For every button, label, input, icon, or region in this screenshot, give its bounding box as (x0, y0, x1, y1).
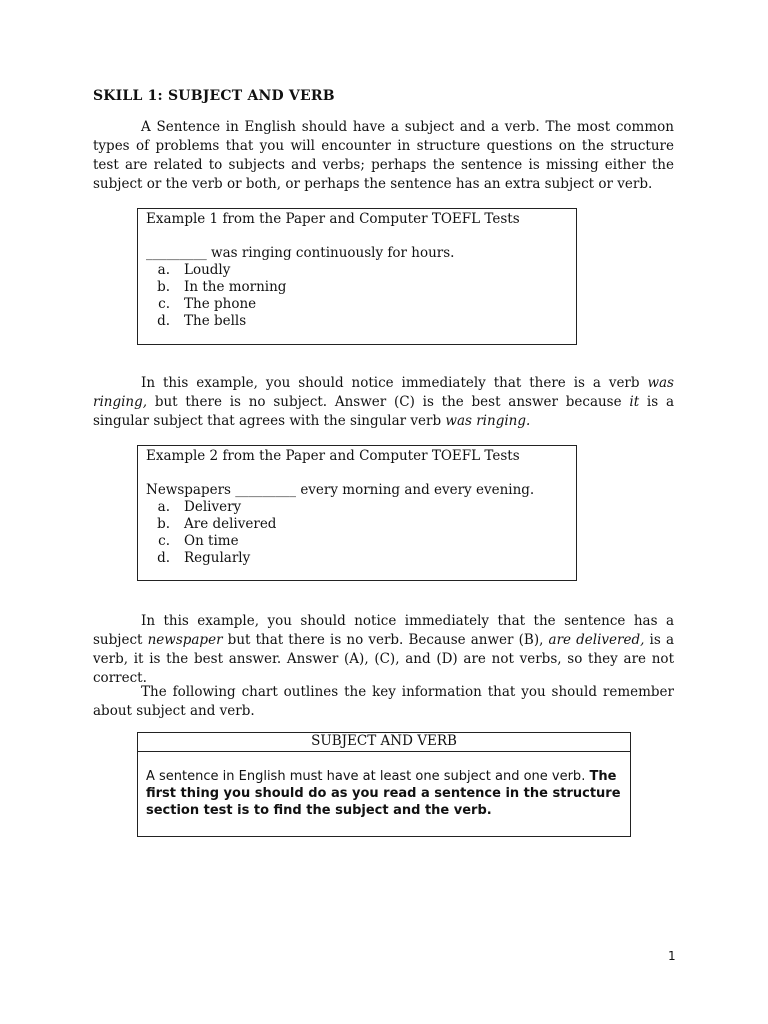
explanation-2-paragraph: In this example, you should notice immediately that the sentence has a subject newspaper but that there is no verb. Because anwer (B), are delivered, is a verb, it is the best answer. Answer (A), (C), and (D) are not verbs, so they are not correct. (93, 613, 674, 686)
example-1-option-d: d. The bells (157, 313, 247, 329)
summary-chart-title: SUBJECT AND VERB (138, 733, 630, 752)
summary-chart-box (137, 732, 631, 837)
example-2-option-a: a. Delivery (157, 499, 242, 515)
section-heading: SKILL 1: SUBJECT AND VERB (93, 88, 335, 104)
chart-intro-paragraph: The following chart outlines the key information that you should remember about subject and verb. (93, 684, 674, 719)
example-2-option-c: c. On time (158, 533, 239, 549)
example-1-option-a: a. Loudly (157, 262, 231, 278)
example-1-box (137, 208, 577, 345)
example-1-option-c: c. The phone (158, 296, 257, 312)
example-2-title: Example 2 from the Paper and Computer TOEFL Tests (146, 448, 520, 464)
example-2-option-b: b. Are delivered (157, 516, 277, 532)
example-2-box (137, 445, 577, 581)
example-2-options (146, 499, 568, 567)
example-2-option-d: d. Regularly (157, 550, 251, 566)
example-2-stem: Newspapers _________ every morning and every evening. (146, 482, 535, 498)
example-1-options (146, 262, 568, 330)
example-1-title: Example 1 from the Paper and Computer TOEFL Tests (146, 211, 520, 227)
explanation-1-paragraph: In this example, you should notice immediately that there is a verb was ringing, but there is no subject. Answer (C) is the best answer because it is a singular subject that agrees with the singular verb was ringing. (93, 375, 674, 429)
example-1-stem: _________ was ringing continuously for hours. (146, 245, 455, 261)
summary-chart-text: A sentence in English must have at least one subject and one verb. The first thing you should do as you read a sentence in the structure section test is to find the subject and the verb. (146, 769, 621, 818)
intro-paragraph: A Sentence in English should have a subject and a verb. The most common types of problems that you will encounter in structure questions on the structure test are related to subjects and verbs; perhaps the sentence is missing either the subject or the verb or both, or perhaps the sentence has an extra subject or verb. (93, 119, 674, 192)
example-1-option-b: b. In the morning (157, 279, 287, 295)
page-number: 1 (668, 949, 676, 963)
